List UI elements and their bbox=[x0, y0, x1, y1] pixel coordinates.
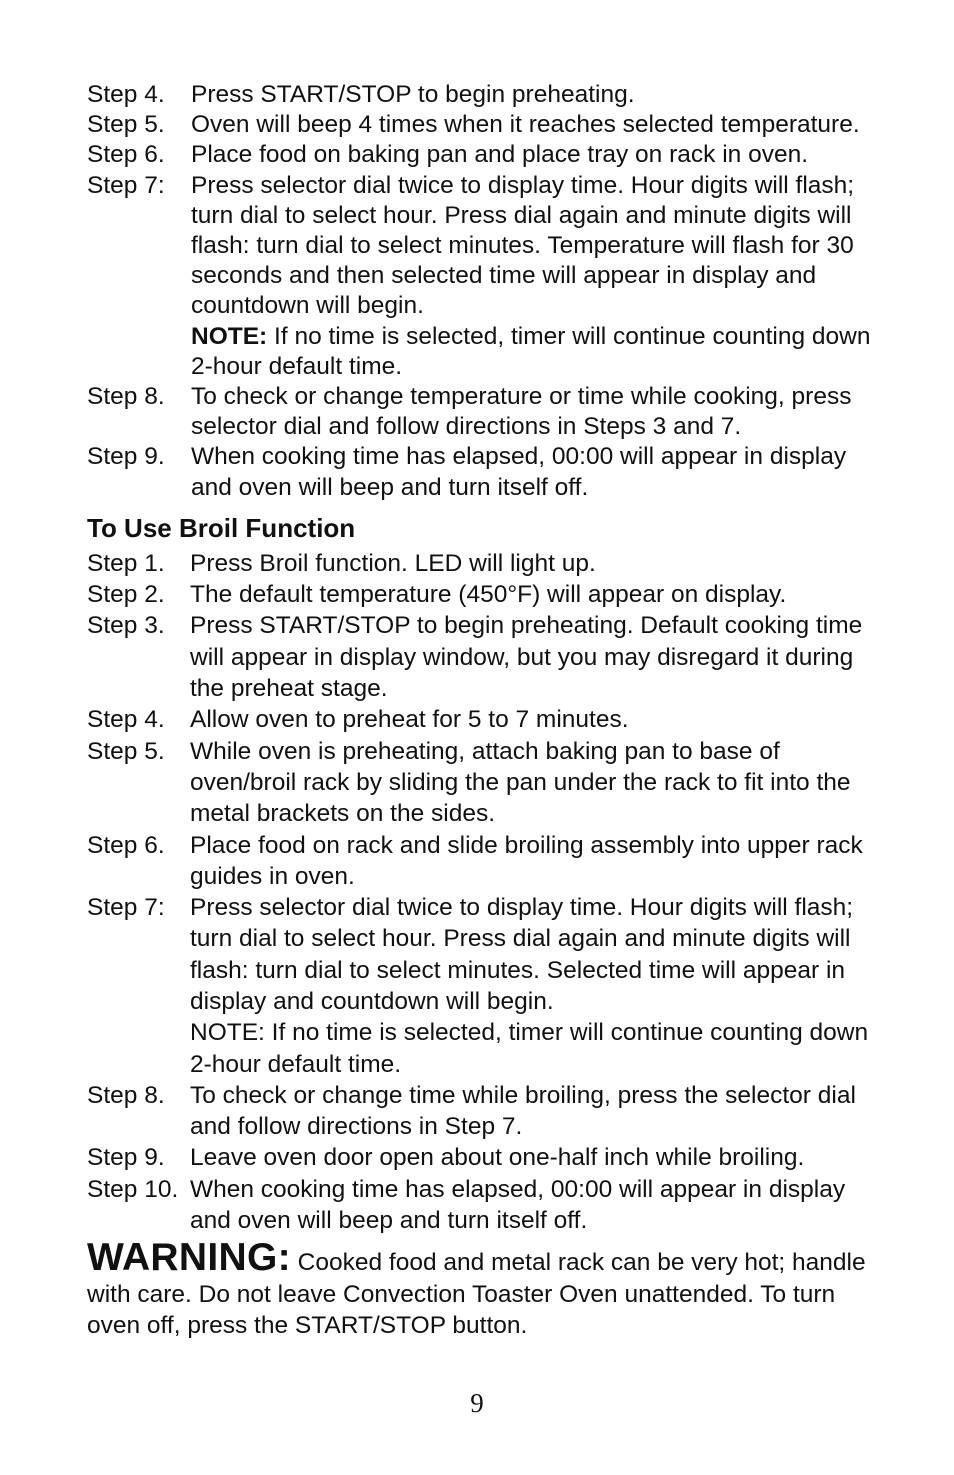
step-item bbox=[87, 548, 877, 579]
step-text: The default temperature (450°F) will appear on display. bbox=[190, 581, 787, 609]
step-label: Step 7: bbox=[87, 171, 165, 199]
step-item bbox=[87, 830, 877, 893]
step-text: When cooking time has elapsed, 00:00 will appear in display and oven will beep and turn itself off. bbox=[190, 1175, 846, 1235]
step-label: Step 6. bbox=[87, 141, 165, 169]
warning-label: WARNING: bbox=[87, 1236, 291, 1280]
step-item bbox=[87, 110, 877, 140]
step-item bbox=[87, 382, 877, 442]
step-label: Step 6. bbox=[87, 831, 165, 859]
step-text: To check or change temperature or time while cooking, press selector dial and follow directions in Steps 3 and 7. bbox=[191, 383, 852, 441]
step-label: Step 3. bbox=[87, 612, 165, 640]
step-item bbox=[87, 1142, 877, 1173]
bake-steps-list bbox=[87, 80, 877, 503]
step-text: Press START/STOP to begin preheating. bbox=[191, 81, 635, 108]
broil-steps-list bbox=[87, 548, 877, 1237]
step-label: Step 4. bbox=[87, 706, 165, 734]
step-label: Step 9. bbox=[87, 443, 165, 471]
step-item bbox=[87, 140, 877, 170]
step-item bbox=[87, 579, 877, 610]
step-text: While oven is preheating, attach baking pan to base of oven/broil rack by sliding the pan under the rack to fit into the metal brackets on the sides. bbox=[190, 737, 851, 828]
step-item bbox=[87, 704, 877, 735]
step-label: Step 8. bbox=[87, 383, 165, 411]
step-text: Place food on rack and slide broiling assembly into upper rack guides in oven. bbox=[190, 831, 863, 890]
step-text: Oven will beep 4 times when it reaches selected temperature. bbox=[191, 111, 860, 139]
step-text: Leave oven door open about one-half inch while broiling. bbox=[190, 1144, 805, 1172]
step-text: Press selector dial twice to display time. Hour digits will flash; turn dial to select hour. Press dial again and minute digits will flash: turn dial to select minutes. Temperature will flash for 30 seconds and then selected time will appear in display and countdown will begin. bbox=[191, 171, 855, 320]
note-text: NOTE: If no time is selected, timer will continue counting down 2-hour default time. bbox=[190, 1019, 869, 1078]
step-text: When cooking time has elapsed, 00:00 will appear in display and oven will beep and turn itself off. bbox=[191, 443, 847, 501]
step-label: Step 8. bbox=[87, 1081, 165, 1109]
step-label: Step 10. bbox=[87, 1175, 179, 1203]
step-text: Press START/STOP to begin preheating. Default cooking time will appear in display window, but you may disregard it during the preheat stage. bbox=[190, 612, 863, 703]
step-item bbox=[87, 610, 877, 704]
step-item bbox=[87, 442, 877, 502]
step-item bbox=[87, 736, 877, 830]
step-text: Place food on baking pan and place tray on rack in oven. bbox=[191, 141, 808, 169]
step-text: Press selector dial twice to display time. Hour digits will flash; turn dial to select hour. Press dial again and minute digits will flash: turn dial to select minutes. Selected time will appear in display and countdown will begin. bbox=[190, 894, 854, 1015]
step-label: Step 9. bbox=[87, 1144, 165, 1172]
warning-text: Cooked food and metal rack can be very hot; handle with care. Do not leave Convection Toaster Oven unattended. To turn oven off, press the START/STOP button. bbox=[87, 1249, 866, 1340]
step-label: Step 5. bbox=[87, 737, 165, 765]
step-item bbox=[87, 171, 877, 382]
step-item bbox=[87, 1080, 877, 1143]
step-text: Allow oven to preheat for 5 to 7 minutes. bbox=[190, 706, 629, 734]
section-heading: To Use Broil Function bbox=[87, 512, 356, 543]
step-item bbox=[87, 80, 877, 110]
step-item bbox=[87, 892, 877, 1080]
step-text-block bbox=[191, 171, 877, 382]
note-label: NOTE: bbox=[191, 322, 268, 350]
step-item bbox=[87, 1174, 877, 1237]
note-text: If no time is selected, timer will continue counting down 2-hour default time. bbox=[191, 322, 871, 380]
page-number: 9 bbox=[470, 1388, 484, 1418]
step-label: Step 4. bbox=[87, 81, 165, 108]
step-label: Step 2. bbox=[87, 581, 165, 609]
step-label: Step 7: bbox=[87, 894, 165, 922]
step-text: To check or change time while broiling, press the selector dial and follow directions in Step 7. bbox=[190, 1081, 856, 1141]
step-text: Press Broil function. LED will light up. bbox=[190, 549, 596, 577]
step-label: Step 1. bbox=[87, 549, 165, 577]
warning-paragraph bbox=[87, 1236, 877, 1342]
page-content bbox=[87, 80, 877, 1342]
step-text-block bbox=[190, 892, 877, 1080]
step-label: Step 5. bbox=[87, 111, 165, 139]
